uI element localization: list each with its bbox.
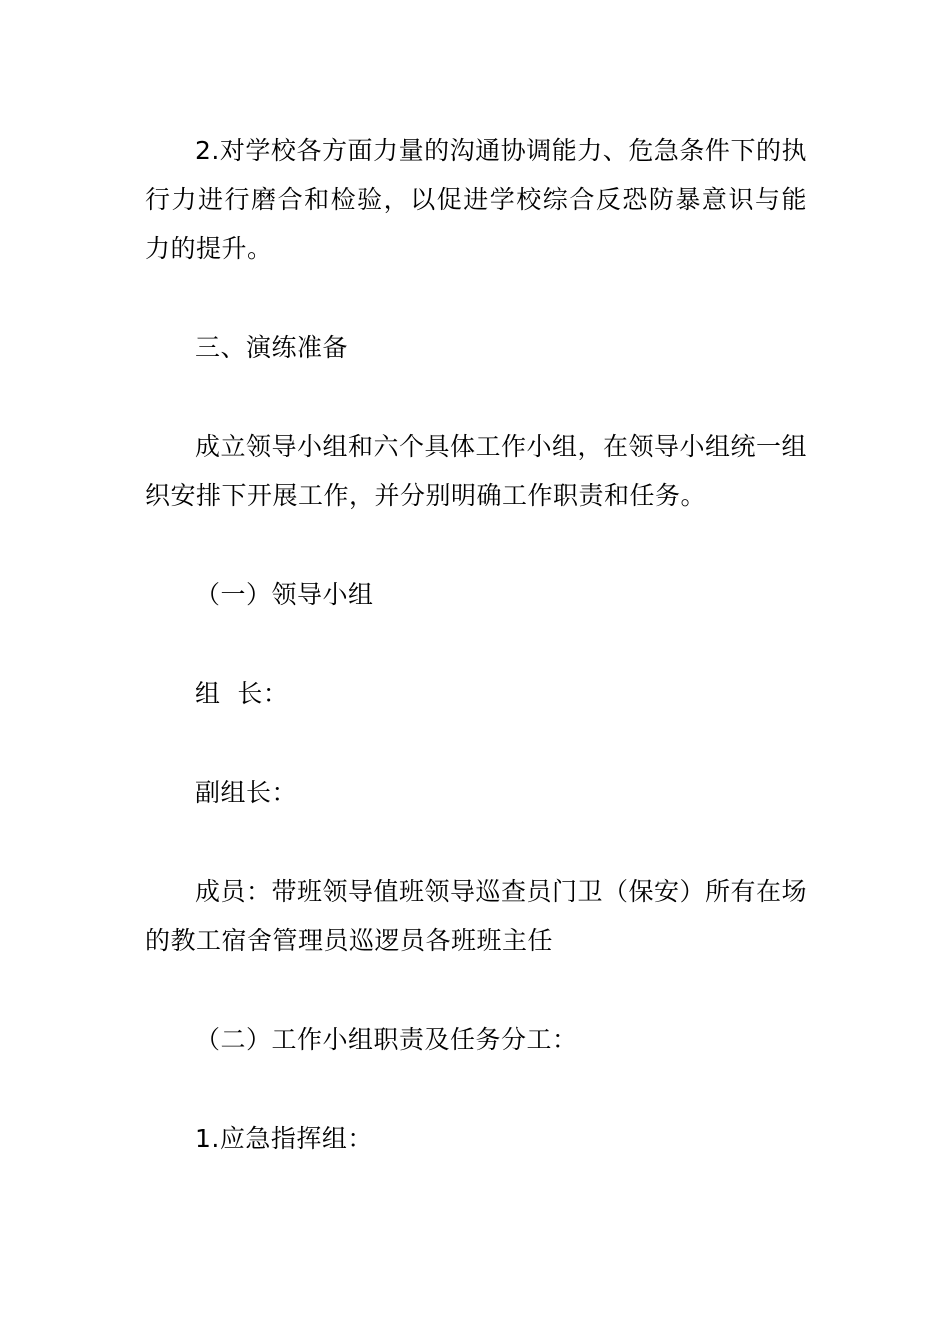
field-deputy-leader: 副组长： [195,778,298,807]
paragraph-gap [145,619,807,669]
field-members: 成员：带班领导值班领导巡查员门卫（保安）所有在场的教工宿舍管理员巡逻员各班班主任 [145,877,808,955]
paragraph-establish-groups: 成立领导小组和六个具体工作小组，在领导小组统一组织安排下开展工作，并分别明确工作职责和任务。 [145,432,808,510]
paragraph-gap [145,1064,807,1114]
paragraph-gap [145,817,807,867]
item-emergency-command-group: 1.应急指挥组： [195,1124,373,1153]
field-group-leader: 组 长： [195,679,289,708]
paragraph-gap [145,273,807,323]
paragraph-objective-2: 2.对学校各方面力量的沟通协调能力、危急条件下的执行力进行磨合和检验，以促进学校综合反恐防暴意识与能力的提升。 [145,136,807,263]
subheading-leadership-group: （一）领导小组 [195,580,374,609]
paragraph-gap [145,965,807,1015]
section-heading-drill-preparation: 三、演练准备 [195,333,349,362]
paragraph-gap [145,372,807,422]
paragraph-gap [145,520,807,570]
paragraph-gap [145,718,807,768]
document-page [145,126,807,1163]
subheading-work-groups: （二）工作小组职责及任务分工： [195,1025,578,1054]
